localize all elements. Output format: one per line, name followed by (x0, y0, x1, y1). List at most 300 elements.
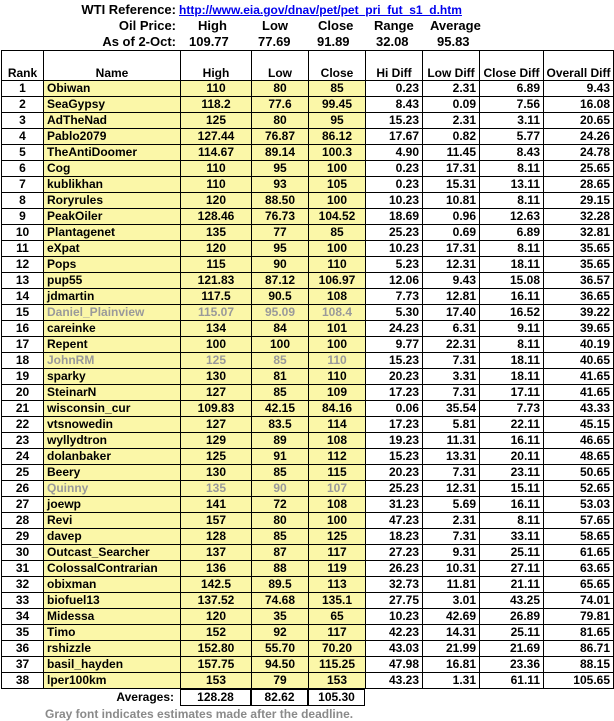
high-cell: 120 (181, 609, 252, 625)
low-diff-cell: 35.54 (423, 401, 480, 417)
close-diff-cell: 8.43 (480, 145, 544, 161)
name-cell: obixman (44, 577, 181, 593)
rank-cell: 1 (2, 81, 44, 97)
low-diff-cell: 22.31 (423, 337, 480, 353)
rank-cell: 2 (2, 97, 44, 113)
hi-diff-cell: 5.23 (366, 257, 423, 273)
high-cell: 128.46 (181, 209, 252, 225)
hi-diff-cell: 8.43 (366, 97, 423, 113)
col-hi-diff-header: Hi Diff (366, 51, 423, 81)
overall-diff-cell: 40.65 (544, 353, 614, 369)
table-row (2, 337, 614, 353)
hi-diff-cell: 47.98 (366, 657, 423, 673)
hi-diff-cell: 15.23 (366, 449, 423, 465)
low-cell: 89 (252, 433, 309, 449)
close-cell: 135.1 (309, 593, 366, 609)
close-diff-cell: 25.11 (480, 625, 544, 641)
rank-cell: 20 (2, 385, 44, 401)
high-cell: 135 (181, 225, 252, 241)
close-diff-cell: 26.89 (480, 609, 544, 625)
close-cell: 110 (309, 353, 366, 369)
high-cell: 127 (181, 385, 252, 401)
hi-diff-cell: 42.23 (366, 625, 423, 641)
table-header-row (2, 51, 614, 81)
averages-row (0, 689, 614, 706)
name-cell: davep (44, 529, 181, 545)
rank-cell: 7 (2, 177, 44, 193)
hi-diff-cell: 17.67 (366, 129, 423, 145)
high-cell: 114.67 (181, 145, 252, 161)
gray-font-note: Gray font indicates estimates made after the deadline. (45, 707, 354, 721)
low-diff-cell: 11.45 (423, 145, 480, 161)
low-cell: 95.09 (252, 305, 309, 321)
overall-diff-cell: 35.65 (544, 257, 614, 273)
close-cell: 125 (309, 529, 366, 545)
name-cell: wisconsin_cur (44, 401, 181, 417)
overall-diff-cell: 36.65 (544, 289, 614, 305)
high-cell: 157.75 (181, 657, 252, 673)
hi-diff-cell: 4.90 (366, 145, 423, 161)
low-diff-cell: 13.31 (423, 449, 480, 465)
high-cell: 125 (181, 353, 252, 369)
low-diff-cell: 21.99 (423, 641, 480, 657)
rank-cell: 23 (2, 433, 44, 449)
low-diff-cell: 15.31 (423, 177, 480, 193)
overall-diff-cell: 50.65 (544, 465, 614, 481)
hi-diff-cell: 31.23 (366, 497, 423, 513)
low-diff-cell: 6.31 (423, 321, 480, 337)
close-diff-cell: 16.11 (480, 289, 544, 305)
hi-diff-cell: 20.23 (366, 465, 423, 481)
price-average-value: 95.83 (437, 34, 470, 49)
col-overall-diff-header: Overall Diff (544, 51, 614, 81)
close-diff-cell: 5.77 (480, 129, 544, 145)
high-cell: 115.07 (181, 305, 252, 321)
low-diff-cell: 11.31 (423, 433, 480, 449)
overall-diff-cell: 32.28 (544, 209, 614, 225)
close-diff-cell: 8.11 (480, 161, 544, 177)
low-cell: 81 (252, 369, 309, 385)
low-cell: 85 (252, 353, 309, 369)
overall-diff-cell: 39.22 (544, 305, 614, 321)
name-cell: PeakOiler (44, 209, 181, 225)
rank-cell: 12 (2, 257, 44, 273)
close-cell: 114 (309, 417, 366, 433)
close-cell: 101 (309, 321, 366, 337)
hi-diff-cell: 18.23 (366, 529, 423, 545)
hi-diff-cell: 9.77 (366, 337, 423, 353)
low-diff-cell: 10.81 (423, 193, 480, 209)
price-range-value: 32.08 (376, 34, 409, 49)
name-cell: careinke (44, 321, 181, 337)
overall-diff-cell: 61.65 (544, 545, 614, 561)
close-cell: 104.52 (309, 209, 366, 225)
low-diff-cell: 0.09 (423, 97, 480, 113)
table-row (2, 625, 614, 641)
close-cell: 95 (309, 113, 366, 129)
table-row (2, 401, 614, 417)
overall-diff-cell: 46.65 (544, 433, 614, 449)
low-diff-cell: 16.81 (423, 657, 480, 673)
average-low: 82.62 (251, 689, 308, 706)
hi-diff-cell: 15.23 (366, 113, 423, 129)
overall-diff-cell: 74.01 (544, 593, 614, 609)
close-cell: 70.20 (309, 641, 366, 657)
table-row (2, 513, 614, 529)
wti-reference-header (0, 0, 614, 50)
col-close-header: Close (309, 51, 366, 81)
table-row (2, 177, 614, 193)
col-low-diff-header: Low Diff (423, 51, 480, 81)
low-diff-cell: 9.43 (423, 273, 480, 289)
name-cell: SeaGypsy (44, 97, 181, 113)
rank-cell: 21 (2, 401, 44, 417)
table-row (2, 353, 614, 369)
name-cell: SteinarN (44, 385, 181, 401)
close-cell: 115.25 (309, 657, 366, 673)
table-row (2, 145, 614, 161)
close-diff-cell: 16.52 (480, 305, 544, 321)
rank-cell: 4 (2, 129, 44, 145)
table-row (2, 385, 614, 401)
rank-cell: 31 (2, 561, 44, 577)
high-cell: 137 (181, 545, 252, 561)
low-diff-cell: 17.31 (423, 241, 480, 257)
low-cell: 80 (252, 113, 309, 129)
overall-diff-cell: 65.65 (544, 577, 614, 593)
close-diff-cell: 33.11 (480, 529, 544, 545)
rank-cell: 30 (2, 545, 44, 561)
rank-cell: 34 (2, 609, 44, 625)
overall-diff-cell: 20.65 (544, 113, 614, 129)
table-row (2, 449, 614, 465)
hi-diff-cell: 5.30 (366, 305, 423, 321)
table-row (2, 193, 614, 209)
close-cell: 115 (309, 465, 366, 481)
low-cell: 77.6 (252, 97, 309, 113)
low-diff-cell: 2.31 (423, 513, 480, 529)
hi-diff-cell: 10.23 (366, 193, 423, 209)
close-diff-cell: 18.11 (480, 353, 544, 369)
rank-cell: 14 (2, 289, 44, 305)
table-row (2, 257, 614, 273)
rank-cell: 29 (2, 529, 44, 545)
rank-cell: 8 (2, 193, 44, 209)
close-cell: 100 (309, 193, 366, 209)
high-cell: 120 (181, 193, 252, 209)
name-cell: Repent (44, 337, 181, 353)
overall-diff-cell: 52.65 (544, 481, 614, 497)
name-cell: Pops (44, 257, 181, 273)
rank-cell: 26 (2, 481, 44, 497)
rank-cell: 25 (2, 465, 44, 481)
low-cell: 90 (252, 481, 309, 497)
table-row (2, 305, 614, 321)
table-row (2, 529, 614, 545)
name-cell: joewp (44, 497, 181, 513)
low-cell: 87.12 (252, 273, 309, 289)
low-cell: 55.70 (252, 641, 309, 657)
name-cell: Roryrules (44, 193, 181, 209)
close-diff-cell: 18.11 (480, 369, 544, 385)
price-high-value: 109.77 (189, 34, 229, 49)
close-diff-cell: 27.11 (480, 561, 544, 577)
high-cell: 117.5 (181, 289, 252, 305)
close-cell: 85 (309, 225, 366, 241)
price-col-close: Close (318, 18, 354, 33)
close-cell: 99.45 (309, 97, 366, 113)
hi-diff-cell: 26.23 (366, 561, 423, 577)
overall-diff-cell: 28.65 (544, 177, 614, 193)
high-cell: 115 (181, 257, 252, 273)
overall-diff-cell: 43.33 (544, 401, 614, 417)
low-cell: 95 (252, 241, 309, 257)
name-cell: Outcast_Searcher (44, 545, 181, 561)
reference-link[interactable]: http://www.eia.gov/dnav/pet/pet_pri_fut_s1_d.htm (179, 3, 462, 17)
low-diff-cell: 9.31 (423, 545, 480, 561)
low-cell: 93 (252, 177, 309, 193)
overall-diff-cell: 86.71 (544, 641, 614, 657)
hi-diff-cell: 24.23 (366, 321, 423, 337)
high-cell: 127 (181, 417, 252, 433)
name-cell: lper100km (44, 673, 181, 689)
table-row (2, 561, 614, 577)
low-cell: 90.5 (252, 289, 309, 305)
price-label-row (0, 18, 614, 34)
high-cell: 128 (181, 529, 252, 545)
low-diff-cell: 14.31 (423, 625, 480, 641)
high-cell: 152 (181, 625, 252, 641)
rank-cell: 17 (2, 337, 44, 353)
overall-diff-cell: 48.65 (544, 449, 614, 465)
col-high-header: High (181, 51, 252, 81)
low-cell: 89.5 (252, 577, 309, 593)
name-cell: kublikhan (44, 177, 181, 193)
close-diff-cell: 43.25 (480, 593, 544, 609)
rank-cell: 18 (2, 353, 44, 369)
close-cell: 100 (309, 161, 366, 177)
rank-cell: 35 (2, 625, 44, 641)
hi-diff-cell: 25.23 (366, 225, 423, 241)
low-diff-cell: 5.69 (423, 497, 480, 513)
close-diff-cell: 21.69 (480, 641, 544, 657)
name-cell: ColossalContrarian (44, 561, 181, 577)
hi-diff-cell: 27.75 (366, 593, 423, 609)
table-row (2, 497, 614, 513)
price-value-row (0, 34, 614, 50)
close-cell: 100 (309, 513, 366, 529)
close-cell: 117 (309, 545, 366, 561)
rank-cell: 32 (2, 577, 44, 593)
name-cell: vtsnowedin (44, 417, 181, 433)
low-diff-cell: 0.69 (423, 225, 480, 241)
hi-diff-cell: 47.23 (366, 513, 423, 529)
high-cell: 110 (181, 161, 252, 177)
rank-cell: 22 (2, 417, 44, 433)
close-diff-cell: 13.11 (480, 177, 544, 193)
low-cell: 76.73 (252, 209, 309, 225)
as-of-label: As of 2-Oct: (102, 34, 176, 49)
name-cell: Beery (44, 465, 181, 481)
table-row (2, 545, 614, 561)
hi-diff-cell: 15.23 (366, 353, 423, 369)
overall-diff-cell: 39.65 (544, 321, 614, 337)
hi-diff-cell: 0.06 (366, 401, 423, 417)
name-cell: jdmartin (44, 289, 181, 305)
col-rank-header: Rank (2, 51, 44, 81)
overall-diff-cell: 53.03 (544, 497, 614, 513)
low-cell: 83.5 (252, 417, 309, 433)
hi-diff-cell: 17.23 (366, 385, 423, 401)
close-diff-cell: 7.73 (480, 401, 544, 417)
close-cell: 85 (309, 81, 366, 97)
name-cell: dolanbaker (44, 449, 181, 465)
name-cell: Revi (44, 513, 181, 529)
table-row (2, 273, 614, 289)
rank-cell: 24 (2, 449, 44, 465)
overall-diff-cell: 45.15 (544, 417, 614, 433)
close-cell: 112 (309, 449, 366, 465)
hi-diff-cell: 19.23 (366, 433, 423, 449)
low-diff-cell: 12.31 (423, 257, 480, 273)
close-cell: 106.97 (309, 273, 366, 289)
low-diff-cell: 7.31 (423, 353, 480, 369)
close-cell: 108 (309, 289, 366, 305)
hi-diff-cell: 7.73 (366, 289, 423, 305)
hi-diff-cell: 43.03 (366, 641, 423, 657)
table-row (2, 657, 614, 673)
overall-diff-cell: 16.08 (544, 97, 614, 113)
close-diff-cell: 17.11 (480, 385, 544, 401)
low-cell: 74.68 (252, 593, 309, 609)
low-diff-cell: 1.31 (423, 673, 480, 689)
close-diff-cell: 8.11 (480, 241, 544, 257)
close-diff-cell: 16.11 (480, 433, 544, 449)
table-row (2, 641, 614, 657)
table-row (2, 97, 614, 113)
low-cell: 35 (252, 609, 309, 625)
high-cell: 125 (181, 449, 252, 465)
high-cell: 118.2 (181, 97, 252, 113)
close-cell: 109 (309, 385, 366, 401)
col-close-diff-header: Close Diff (480, 51, 544, 81)
hi-diff-cell: 0.23 (366, 81, 423, 97)
low-cell: 84 (252, 321, 309, 337)
overall-diff-cell: 81.65 (544, 625, 614, 641)
rank-cell: 16 (2, 321, 44, 337)
name-cell: pup55 (44, 273, 181, 289)
name-cell: sparky (44, 369, 181, 385)
close-diff-cell: 9.11 (480, 321, 544, 337)
rank-cell: 19 (2, 369, 44, 385)
low-cell: 89.14 (252, 145, 309, 161)
close-diff-cell: 21.11 (480, 577, 544, 593)
overall-diff-cell: 88.15 (544, 657, 614, 673)
hi-diff-cell: 17.23 (366, 417, 423, 433)
close-cell: 108 (309, 497, 366, 513)
high-cell: 125 (181, 113, 252, 129)
close-cell: 119 (309, 561, 366, 577)
average-close: 105.30 (308, 689, 365, 706)
overall-diff-cell: 41.65 (544, 369, 614, 385)
low-diff-cell: 12.81 (423, 289, 480, 305)
reference-row (0, 2, 614, 18)
price-close-value: 91.89 (317, 34, 350, 49)
table-row (2, 465, 614, 481)
low-diff-cell: 0.96 (423, 209, 480, 225)
overall-diff-cell: 57.65 (544, 513, 614, 529)
close-cell: 107 (309, 481, 366, 497)
high-cell: 127.44 (181, 129, 252, 145)
rank-cell: 3 (2, 113, 44, 129)
low-cell: 92 (252, 625, 309, 641)
close-cell: 100.3 (309, 145, 366, 161)
table-row (2, 225, 614, 241)
rank-cell: 36 (2, 641, 44, 657)
table-row (2, 481, 614, 497)
hi-diff-cell: 27.23 (366, 545, 423, 561)
low-diff-cell: 7.31 (423, 465, 480, 481)
name-cell: eXpat (44, 241, 181, 257)
low-cell: 100 (252, 337, 309, 353)
rank-cell: 33 (2, 593, 44, 609)
price-low-value: 77.69 (258, 34, 291, 49)
high-cell: 130 (181, 465, 252, 481)
low-cell: 80 (252, 513, 309, 529)
low-cell: 91 (252, 449, 309, 465)
low-diff-cell: 11.81 (423, 577, 480, 593)
table-row (2, 593, 614, 609)
high-cell: 136 (181, 561, 252, 577)
table-row (2, 369, 614, 385)
close-diff-cell: 15.11 (480, 481, 544, 497)
table-row (2, 321, 614, 337)
low-cell: 76.87 (252, 129, 309, 145)
table-row (2, 577, 614, 593)
close-diff-cell: 22.11 (480, 417, 544, 433)
overall-diff-cell: 35.65 (544, 241, 614, 257)
low-cell: 85 (252, 465, 309, 481)
overall-diff-cell: 24.78 (544, 145, 614, 161)
table-row (2, 81, 614, 97)
close-diff-cell: 16.11 (480, 497, 544, 513)
high-cell: 120 (181, 241, 252, 257)
low-cell: 88.50 (252, 193, 309, 209)
col-name-header: Name (44, 51, 181, 81)
table-row (2, 673, 614, 689)
low-diff-cell: 2.31 (423, 113, 480, 129)
low-diff-cell: 17.40 (423, 305, 480, 321)
price-col-average: Average (430, 18, 481, 33)
reference-label: WTI Reference: (81, 2, 176, 17)
name-cell: wyllydtron (44, 433, 181, 449)
hi-diff-cell: 18.69 (366, 209, 423, 225)
hi-diff-cell: 0.23 (366, 177, 423, 193)
rank-cell: 10 (2, 225, 44, 241)
close-diff-cell: 12.63 (480, 209, 544, 225)
name-cell: Pablo2079 (44, 129, 181, 145)
table-row (2, 209, 614, 225)
name-cell: biofuel13 (44, 593, 181, 609)
low-cell: 42.15 (252, 401, 309, 417)
close-diff-cell: 8.11 (480, 193, 544, 209)
col-low-header: Low (252, 51, 309, 81)
table-row (2, 417, 614, 433)
high-cell: 110 (181, 81, 252, 97)
name-cell: Cog (44, 161, 181, 177)
low-cell: 85 (252, 385, 309, 401)
overall-diff-cell: 29.15 (544, 193, 614, 209)
